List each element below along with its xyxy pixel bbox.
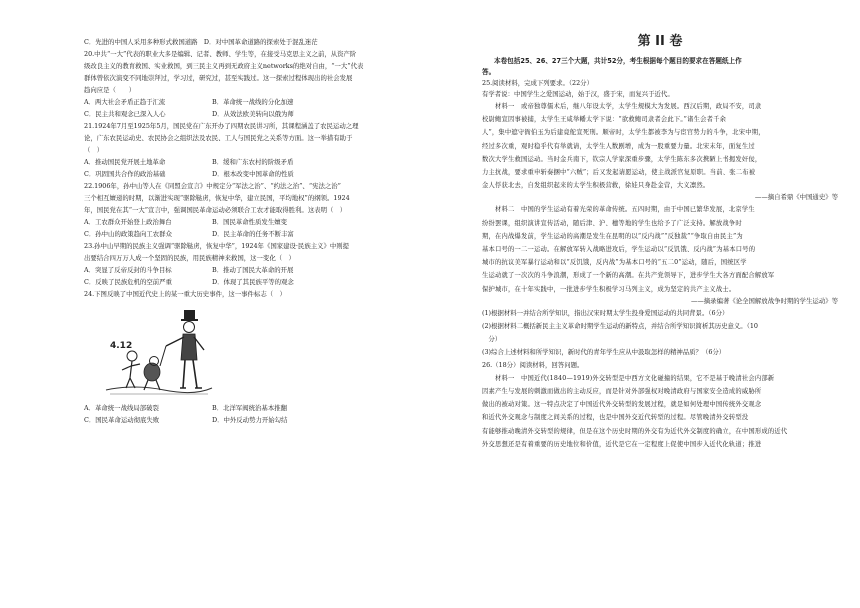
material-line: 校尉鲍宣因事被捕，太学生王咸举幡太学下说：“欲救鲍司隶者会此下。”诸生会者千余 — [482, 116, 727, 124]
material-source: ——摘录编著《论全国解放战争时期的学生运动》等 — [691, 296, 838, 305]
q22-options-row — [84, 228, 436, 240]
q20-options-row — [84, 108, 436, 120]
q24-option-b: B．北洋军阀统治基本推翻 — [212, 404, 287, 412]
q19-option-line: C．先进的中国人采用多种形式救国道路 D．对中国革命道路的探索处于混乱迷茫 — [84, 38, 318, 46]
q22-stem-line: 三个相互嬗递的时期，以渐进实现“驱除鞑虏，恢复中华，建立民国，平均地权”的纲领。1924 — [84, 194, 350, 202]
material-line: 外交思想还是有着重要的历史地位和价值，近代是它在一定程度上促使中国步入近代化轨道；推进 — [482, 440, 762, 448]
q21-stem-line: 论，广东农民运动史、农民协会之组织法及农民、工人与国民党之关系等方面。这一举措有助于 — [84, 134, 353, 142]
q21-stem-line: 21.1924年7月至1925年5月，国民党在广东开办了四期农民讲习所，其课程涵盖了农民运动之理 — [84, 122, 359, 130]
q21-stem-line: （ ） — [84, 146, 104, 154]
q22-stem-line: 年，国民党在其“一大”宣言中，强调国民革命运动必须联合工农才能取得胜利。这表明（ ） — [84, 206, 347, 214]
q21-option-b: B．缓和广东农村的阶级矛盾 — [212, 158, 294, 166]
q26-material-1 — [482, 372, 838, 451]
q23-option-c: C．反映了民族危机的空前严重 — [84, 278, 172, 286]
q24-options-row — [84, 402, 436, 414]
q20-option-d: D．从效法欧美转向以俄为师 — [212, 110, 294, 118]
material-line: 基本口号的一二一运动。在解放军转入战略进攻后，学生运动以“反饥饿、反内战”为基本口号的 — [482, 246, 756, 254]
q25-material-2 — [482, 203, 838, 295]
q20-options-row — [84, 96, 436, 108]
question-25 — [482, 78, 838, 359]
q20-option-c: C．民主共和观念已深入人心 — [84, 110, 166, 118]
q25-material-1 — [482, 100, 838, 192]
material-line: 力主抗战，要求重申斩奏捆中“六贼”；后又发起请愿运动，使主战派官复原职。当前、张二布被 — [482, 169, 756, 177]
material-line: 因素产生与发展的刺激而做出的主动反应，而是针对外部强权对晚清政府与国家安全造成的威胁所 — [482, 388, 762, 396]
history-cartoon-image — [104, 306, 214, 398]
question-23 — [84, 240, 436, 288]
q21-option-c: C．巩固国共合作的政治基础 — [84, 170, 166, 178]
q22-option-a: A．工农群众开始登上政治舞台 — [84, 218, 172, 226]
section-instruction: 本卷包括25、26、27三个大题，共计52分，考生根据每个题目的要求在答题纸上作 — [494, 57, 742, 65]
material-line: 人”，集中遮守衙伯玉为后建竟舵宣死刑。顺帝时，太学生都被李为与宦官势力的斗争，北宋中期， — [482, 129, 765, 137]
q23-option-b: B．推动了国民大革命的开展 — [212, 266, 294, 274]
cartoon-drawing — [104, 306, 214, 398]
right-column — [482, 36, 838, 451]
q23-stem-line: 23.孙中山早期的民族主义强调“驱除鞑虏，恢复中华”，1924年《国家建设·民族主义》中则提 — [84, 242, 350, 250]
q24-option-d: D．中外反动势力开始勾结 — [212, 416, 288, 424]
q23-stem-line: 出要结合四万万人成一个坚固的民族，用民族精神来救国，这一变化（ ） — [84, 254, 295, 262]
q26-stem: 26.（18分）阅读材料，回答问题。 — [482, 360, 584, 369]
question-22 — [84, 180, 436, 240]
q21-options-row — [84, 156, 436, 168]
question-20 — [84, 48, 436, 120]
q22-option-c: C．孙中山的政策趋向工农群众 — [84, 230, 172, 238]
q25-subquestion: (3)综合上述材料和所学知识，新时代的青年学生应从中汲取怎样的精神品质？（6分） — [482, 347, 726, 356]
material-line: 做出的被动对策。这一特点决定了中国近代外交转型的发展过程，就是如何处理中国传统外交观念 — [482, 401, 762, 409]
q20-option-a: A．两大社会矛盾正趋于汇流 — [84, 98, 166, 106]
question-26 — [482, 359, 838, 451]
q20-stem-line: 20.中共“一大”代表的职业大多是编辑、记者、教师、学生等，在接受马克思主义之前，从资产阶 — [84, 50, 357, 58]
material-line: 期，在内战爆发前，学生运动的高潮是发生在昆明的以“反内战”“反独裁”“争取自由民主”为 — [482, 232, 743, 240]
q22-option-d: D．民主革命的任务不断丰富 — [212, 230, 294, 238]
q21-options-row — [84, 168, 436, 180]
q23-options-row — [84, 276, 436, 288]
q22-stem-line: 22.1906年，孙中山等人在《同盟会宣言》中规定分“军法之治”、“约法之治”、“宪法之治” — [84, 182, 341, 190]
q25-subquestion: (2)根据材料二概括新民主主义革命时期学生运动的新特点，并结合所学知识简析其历史意义。（10 — [482, 321, 758, 330]
q23-option-d: D．体现了其民族平等的观念 — [212, 278, 294, 286]
material-line: 和近代外交观念与制度之间关系的过程，也是中国外交近代转型的过程。尽管晚清外交转型没 — [482, 414, 749, 422]
material-line: 材料一 中国近代(1840—1919)外交转型是中西方文化碰撞的结果，它不是基于晚清社会内部新 — [482, 374, 775, 382]
q20-option-b: B．革命统一战线的分化加速 — [212, 98, 294, 106]
material-line: 经过多次重，观时稳乎代有举就请，太学生人数剧增，成为一股重要力量。北宋末年，面复生过 — [482, 142, 755, 150]
material-line: 纷纷罢课，组织演讲宣传活动，随后津、沪、穗等地的学生也给予了广泛支持。解放战争时 — [482, 219, 742, 227]
material-line: 城市的抗议美军暴行运动和以“反饥饿，反内战”为基本口号的“五二0”运动，随后，国统区学 — [482, 259, 747, 267]
q25-subquestion: 分） — [482, 334, 502, 343]
q23-option-a: A．突显了反帝反封的斗争目标 — [84, 266, 172, 274]
q23-options-row — [84, 264, 436, 276]
material-source: ——摘自希鼎《中国通史》等 — [754, 193, 838, 202]
material-line: 材料二 中国的学生运动有着光荣的革命传统。五四时期，由于中国已繁华发展，北京学生 — [482, 206, 755, 214]
q20-stem-line: 趋向应是（ ） — [84, 86, 136, 94]
q25-stem: 25.阅读材料，完成下列要求。（22分） — [482, 79, 593, 87]
q21-option-a: A．推动国民党开展土地革命 — [84, 158, 166, 166]
q21-option-d: D．根本改变中国革命的性质 — [212, 170, 294, 178]
q24-options-row — [84, 414, 436, 426]
q25-intro: 有学者说：中国学生之爱国运动，始于汉，盛于宋，而复兴于近代。 — [482, 90, 674, 98]
question-24 — [84, 288, 436, 426]
left-column — [84, 36, 436, 426]
q24-stem: 24.下图反映了中国近代史上的某一重大历史事件，这一事件标志（ ） — [84, 290, 286, 298]
q24-option-c: C．国民革命运动彻底失败 — [84, 416, 160, 424]
material-line: 材料一 或帝独尊儒术后，继八年设太学，太学生规模大为发展。西汉后期，政局不安，司隶 — [482, 103, 762, 110]
section-heading: 第 II 卷 — [637, 34, 683, 49]
section-instruction: 答。 — [482, 68, 496, 76]
material-line: 数次大学生救国运动。当时金兵南下，钦宗人学家深重步骤，太学生陈东多次携陋上书揭发奸佞， — [482, 155, 762, 163]
material-line: 生运动就了一次次的斗争浪潮，形成了一个新的高潮。在共产党领导下，进步学生大各方面配合解放军 — [482, 272, 775, 280]
material-line: 金人俘获北去，自发组织起来的太学生积极营救，徐娃只身赴金营，大义凛然。 — [482, 182, 710, 190]
material-line: 保护城市，在十年实践中，一批进步学生积极学习马列主义，成为坚定的共产主义战士。 — [482, 285, 736, 293]
cartoon-label: 4.12 — [110, 341, 133, 351]
q24-option-a: A．革命统一战线局部破裂 — [84, 404, 159, 412]
q20-stem-line: 级改良主义的教育救国、实业救国，到三民主义再到无政府主义networks的绝对自由，“一大”代表 — [84, 62, 364, 70]
q22-option-b: B．国民革命性质发生嬗变 — [212, 218, 287, 226]
q22-options-row — [84, 216, 436, 228]
q20-stem-line: 群体曾依次演变不同地崇拜过，学习过，研究过，甚至实践过。这一探索过程体现出的社会发展 — [84, 74, 353, 82]
q25-subquestion: (1)根据材料一并结合所学知识，指出汉宋时期太学生投身爱国运动的共同背景。（6分） — [482, 308, 729, 317]
material-line: 有能够推动晚清外交转型的规律，但是在这个历史时期的外交有为近代外交制度的确立，在中国形成的近代 — [482, 427, 788, 435]
question-21 — [84, 120, 436, 180]
